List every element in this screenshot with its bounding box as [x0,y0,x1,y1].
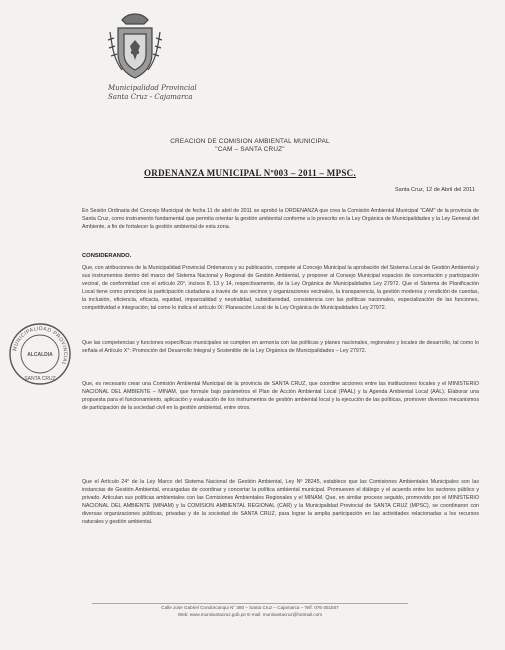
municipality-script-label [108,84,228,102]
paragraph-considerando-4: Que el Artículo 24° de la Ley Marco del Sistema Nacional de Gestión Ambiental, Ley Nº 28245, establece que las Comisiones Ambientales Municipales son las instancias de Gestión Ambiental, encargadas de coordinar y concertar la política ambiental municipal. Promueven el diálogo y el acuerdo entre los sectores público y privado. Articulan sus políticas ambientales con las Comisiones Ambientales Regionales y el MINAM. Que, en similar proceso seguido, promovido por el MINISTERIO NACIONAL DEL AMBIENTE (MINAM) y la COMISION AMBIENTAL REGIONAL (CAR) y la Municipalidad Provincial de SANTA CRUZ (MPSC), se coordinaron con diversas organizaciones públicas, privadas y de la sociedad de SANTA CRUZ, para lograr la amplia participación en las actividades relacionadas a los recursos naturales y gestión ambiental. [82,479,479,526]
seal-center-text: ALCALDIA [27,352,53,358]
municipality-location: Santa Cruz - Cajamarca [108,93,193,101]
seal-bottom-text: SANTA CRUZ [24,376,56,382]
heading-line-1: CREACION DE COMISION AMBIENTAL MUNICIPAL [170,138,330,145]
considerando-label: CONSIDERANDO. [82,253,132,259]
footer-contact: Web: www.munisantacruz.gob.pe E-mail: munisantacruz@hotmail.com [177,611,323,617]
seal-ring-text: MUNICIPALIDAD PROVINCIAL [12,325,69,367]
official-seal-icon [8,322,72,386]
document-date: Santa Cruz, 12 de Abril del 2011 [394,187,475,193]
paragraph-considerando-2: Que las competencias y funciones específicas municipales se cumplen en armonía con las políticas y planes nacionales, regionales y locales de desarrollo, tal como lo señala el Artículo X°: Promoción del Desarrollo Integral y Sostenible de la Ley Orgánica de Municipalidades – Ley 27972. [82,340,479,355]
ordinance-title: ORDENANZA MUNICIPAL Nº003 – 2011 – MPSC. [143,168,357,178]
paragraph-intro: En Sesión Ordinaria del Concejo Municipal de fecha 11 de abril de 2011 se aprobó la ORDENANZA que crea la Comisión Ambiental Municipal "CAM" de la provincia de Santa Cruz, como instrumento fundamental que permita orientar la gestión ambiental conforme a lo prescrito en la Ley Orgánica de Municipalidades y la Ley General del Ambiente, a fin de fortalecer la gestión ambiental de esta zona. [82,208,479,231]
paragraph-considerando-1: Que, con atribuciones de la Municipalidad Provincial Ordenanza y su publicación, compete al Concejo Municipal la aprobación del Sistema Local de Gestión Ambiental y sus instrumentos dentro del marco del Sistema Nacional y Regional de Gestión Ambiental, y proponer al Consejo Municipal espacios de concertación y participación vecinal, de conformidad con el artículo 20°, incisos 8, 13 y 14, respectivamente, de la Ley Orgánica de Municipalidades Ley 27972. Que el Sistema de Planificación Local tiene como principios la participación ciudadana a través de sus vecinos y organizaciones vecinales, la transparencia, la gestión moderna y rendición de cuentas, la inclusión, eficiencia, eficacia, equidad, imparcialidad y neutralidad, subsidiariedad, consistencia con las políticas nacionales, especialización de las funciones, competitividad e integración; tal como lo indica el artículo IX: Planeación Local de la Ley Orgánica de Municipalidades Ley 27972. [82,265,479,312]
document-footer [100,605,400,618]
heading-line-2: "CAM – SANTA CRUZ" [215,146,285,153]
document-heading [100,138,400,154]
municipal-crest-icon [104,10,166,84]
municipality-name: Municipalidad Provincial [108,84,197,92]
paragraph-considerando-3: Que, es necesario crear una Comisión Ambiental Municipal de la provincia de SANTA CRUZ, que coordine acciones entre las instituciones locales y el MINISTERIO NACIONAL DEL AMBIENTE – MINAM, que formule bajo parámetros el Plan de Acción Ambiental Local (PAAL) y la Agenda Ambiental Local (AAL). Elaborar una propuesta para el funcionamiento, aplicación y evaluación de los instrumentos de gestión ambiental local y la ejecución de las políticas, promover diversos mecanismos de participación de la sociedad civil en la gestión ambiental, entre otros. [82,381,479,412]
footer-address: Calle Jose Gabriel Condorcanqui N° 380 – Santa Cruz – Cajamarca – Telf. 076-351507 [161,605,339,610]
footer-divider [92,603,408,604]
